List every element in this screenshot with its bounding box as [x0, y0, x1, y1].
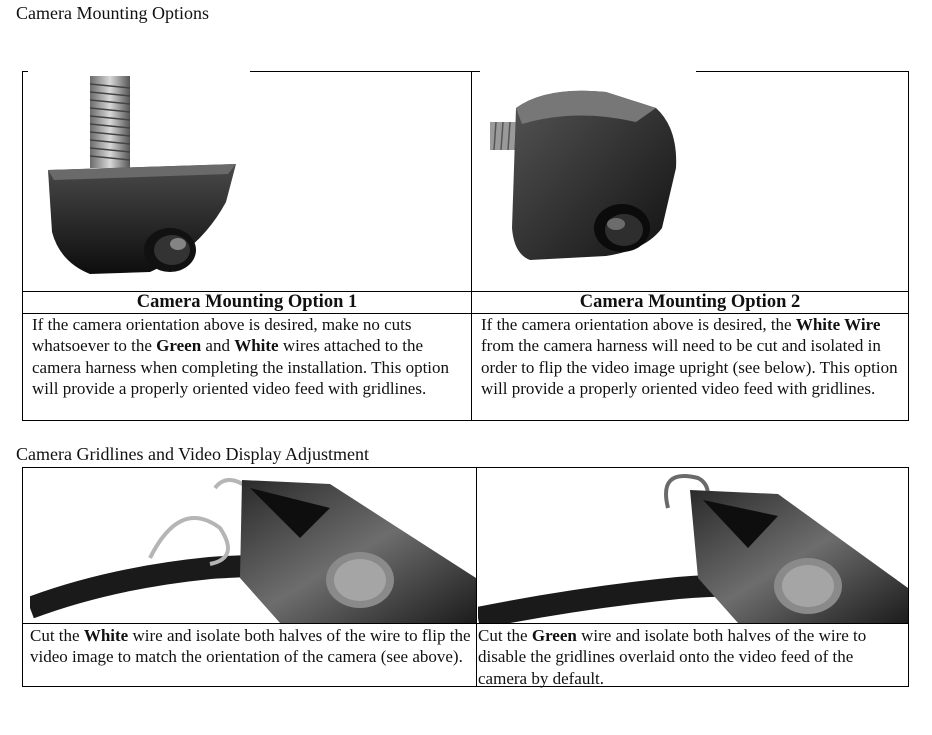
table2-right-border	[908, 467, 909, 686]
table2-center-border	[476, 467, 477, 686]
option1-description	[32, 314, 468, 399]
text-run: If the camera orientation above is desired, make no cuts whatsoever to the	[32, 315, 412, 356]
option2-description	[481, 314, 905, 399]
text-run: Green	[156, 336, 202, 356]
text-run: If the camera orientation above is desired, the	[481, 315, 796, 334]
camera-option2-photo	[486, 78, 696, 288]
text-run: and	[201, 336, 235, 356]
table1-top-border-right	[696, 71, 909, 72]
text-run: wire and isolate both halves of the wire to disable the gridlines overlaid onto the video feed of the camera by default.	[478, 626, 867, 688]
text-run: Green	[531, 626, 577, 645]
option1-title: Camera Mounting Option 1	[136, 292, 358, 312]
camera-option1-photo	[30, 72, 270, 290]
table1-right-border	[908, 71, 909, 420]
text-run: wires attached to the camera harness when completing the installation. This option will provide a properly oriented video feed with gridlines.	[32, 336, 450, 398]
table1-center-border	[471, 71, 472, 420]
pliers-cut-green-photo	[478, 468, 908, 623]
text-run: Cut the	[30, 626, 84, 645]
table2-divider	[22, 623, 909, 624]
table2-left-border	[22, 467, 23, 686]
text-run: White	[234, 336, 279, 356]
text-run: Cut the	[478, 626, 532, 645]
text-run: from the camera harness will need to be cut and isolated in order to flip the video image upright (see below). This option will provide a properly oriented video feed with gridlines.	[481, 336, 898, 398]
table1-top-border-mid	[250, 71, 480, 72]
text-run: White Wire	[795, 315, 881, 334]
text-run: White	[83, 626, 129, 645]
option2-title: Camera Mounting Option 2	[579, 292, 801, 312]
table1-left-border	[22, 71, 23, 420]
cut-green-description	[478, 625, 906, 689]
section-heading-gridlines: Camera Gridlines and Video Display Adjustment	[16, 444, 370, 464]
table1-bottom-border	[22, 420, 909, 421]
cut-white-description	[30, 625, 474, 668]
section-heading-mounting: Camera Mounting Options	[16, 3, 209, 23]
text-run: wire and isolate both halves of the wire to flip the video image to match the orientation of the camera (see above).	[30, 626, 471, 667]
pliers-cut-white-photo	[30, 468, 476, 623]
